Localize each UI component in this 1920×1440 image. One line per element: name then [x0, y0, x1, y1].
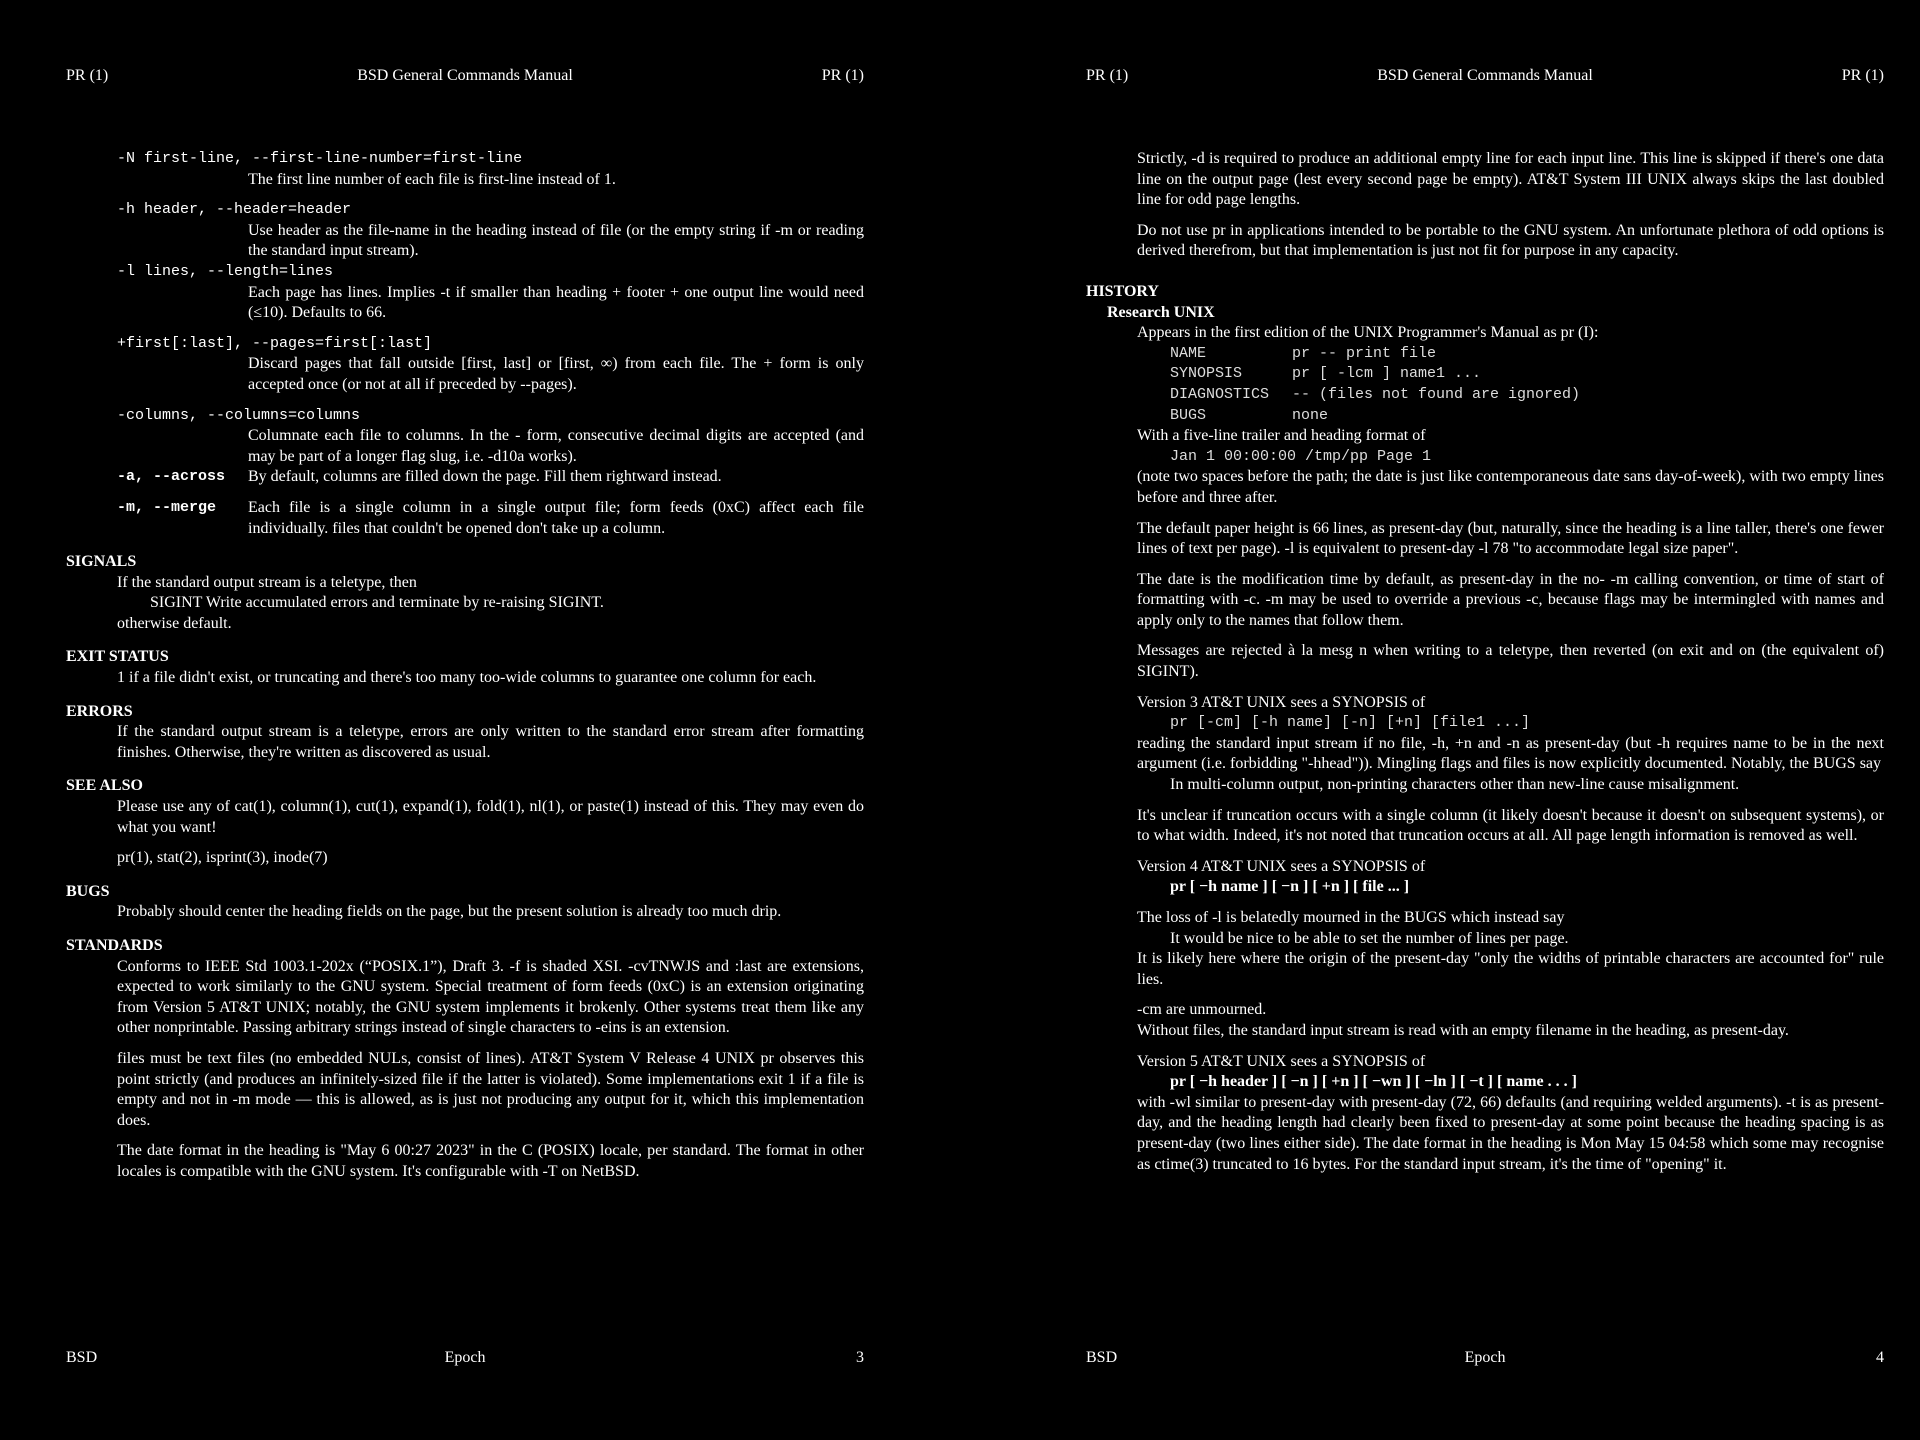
- option-a-description: By default, columns are filled down the page. Fill them rightward instead.: [248, 468, 722, 486]
- table-row: [1170, 344, 1580, 365]
- table-row: [1170, 385, 1580, 406]
- table-value: pr [ -lcm ] name1 ...: [1292, 365, 1482, 383]
- option-pages-description: Discard pages that fall outside [first, last] or [first, ∞) from each file. The + form is only accepted once (or not at all if preceded by --pages).: [248, 355, 864, 393]
- history-paper-height: The default paper height is 66 lines, as present-day (but, naturally, since the heading is a line taller, there's one fewer lines of text per page). -l is equivalent to present-day -l 78 "to accommodate legal size paper".: [1137, 519, 1884, 558]
- history-v1-note: (note two spaces before the path; the date is just like contemporaneous date sans day-of-week), with two empty lines before and three after.: [1137, 468, 1884, 506]
- option-h-heading: -h header, --header=header: [117, 201, 352, 219]
- page-footer: [1086, 1348, 1884, 1370]
- section-history-title: HISTORY: [1086, 282, 1159, 300]
- history-v4-after: It is likely here where the origin of the present-day "only the widths of printable characters are accounted for" rule lies.: [1137, 950, 1884, 988]
- table-key: SYNOPSIS: [1170, 365, 1243, 383]
- footer-left: BSD: [66, 1349, 98, 1366]
- see-also-p1: Please use any of cat(1), column(1), cut(1), expand(1), fold(1), nl(1), or paste(1) instead of this. They may even do what you want!: [117, 798, 864, 836]
- section-standards-title: STANDARDS: [66, 937, 163, 954]
- page-footer: [66, 1348, 864, 1370]
- section-see-also-title: SEE ALSO: [66, 777, 143, 795]
- history-subtitle: Research UNIX: [1107, 303, 1215, 321]
- standards-p2: files must be text files (no embedded NULs, consist of lines). AT&T System V Release 4 UNIX pr observes this point strictly (and produces an infinitely-sized file if the latter is violated). Some implementations exit 1 if a file is empty and not in -m mode — this is allowed, as is just not producing any output for it, which this implementation does.: [117, 1049, 864, 1129]
- history-v3-bug: In multi-column output, non-printing characters other than new-line cause misalignment.: [1170, 776, 1740, 794]
- table-key: NAME: [1170, 344, 1207, 362]
- option-m-tag: -m, --merge: [117, 498, 217, 516]
- history-v4-synopsis: pr [ −h name ] [ −n ] [ +n ] [ file ... ]: [1170, 878, 1410, 896]
- footer-center: Epoch: [1464, 1349, 1506, 1366]
- section-errors-title: ERRORS: [66, 702, 133, 720]
- option-columns-heading: -columns, --columns=columns: [117, 406, 361, 424]
- table-row: [1170, 364, 1580, 385]
- option-m-row: [117, 498, 864, 539]
- footer-center: Epoch: [444, 1349, 486, 1366]
- history-cm-line: -cm are unmourned.: [1137, 1001, 1267, 1019]
- history-v4-bug: It would be nice to be able to set the number of lines per page.: [1170, 929, 1569, 947]
- section-signals-title: SIGNALS: [66, 553, 137, 571]
- footer-page-number: 3: [856, 1349, 864, 1366]
- section-exit-status-title: EXIT STATUS: [66, 648, 169, 666]
- history-date: The date is the modification time by default, as present-day in the no- -m calling convention, or time of start of formatting with -c. -m may be used to override a previous -c, because flags may be intermingled with names and apply only to the names that follow them.: [1137, 570, 1884, 629]
- history-v1-trailer: With a five-line trailer and heading format of: [1137, 427, 1426, 445]
- option-a-row: [117, 467, 864, 488]
- header-left: PR (1): [1086, 67, 1129, 84]
- footer-left: BSD: [1086, 1349, 1118, 1366]
- option-a-tag: -a, --across: [117, 468, 226, 486]
- history-v4-intro: Version 4 AT&T UNIX sees a SYNOPSIS of: [1137, 857, 1426, 875]
- page-body: [1086, 149, 1884, 1175]
- see-also-p2: pr(1), stat(2), isprint(3), inode(7): [117, 849, 328, 867]
- page-header: [1086, 66, 1884, 88]
- page-header: [66, 66, 864, 88]
- footer-page-number: 4: [1876, 1349, 1884, 1366]
- option-h-description: Use header as the file-name in the heading instead of file (or the empty string if -m or reading the standard input stream).: [248, 221, 864, 260]
- header-right: PR (1): [1841, 67, 1884, 84]
- history-v1-heading-format: Jan 1 00:00:00 /tmp/pp Page 1: [1170, 447, 1432, 465]
- history-v4-loss: The loss of -l is belatedly mourned in the BUGS which instead say: [1137, 909, 1565, 926]
- history-v3-intro: Version 3 AT&T UNIX sees a SYNOPSIS of: [1137, 693, 1426, 711]
- table-key: BUGS: [1170, 406, 1207, 424]
- option-pages-heading: +first[:last], --pages=first[:last]: [117, 334, 433, 352]
- history-v1-intro: Appears in the first edition of the UNIX Programmer's Manual as pr (I):: [1137, 324, 1599, 342]
- section-bugs-title: BUGS: [66, 882, 110, 900]
- signals-intro: If the standard output stream is a teletype, then: [117, 573, 417, 591]
- option-N-heading: -N first-line, --first-line-number=first-line: [117, 150, 523, 167]
- bugs-text: Probably should center the heading fields on the page, but the present solution is already too much drip.: [117, 903, 782, 921]
- errors-text: If the standard output stream is a teletype, errors are only written to the standard error stream after formatting finishes. Otherwise, they're written as discovered as usual.: [117, 723, 864, 761]
- header-left: PR (1): [66, 67, 109, 84]
- exit-status-text: 1 if a file didn't exist, or truncating and there's too many too-wide columns to guarantee one column for each.: [117, 669, 817, 687]
- history-v5-text: with -wl similar to present-day with present-day (72, 66) defaults (and requiring welded arguments). -t is as present-day, and the heading length had clearly been fixed to present-day at some point because the heading spacing is as present-day (two lines either side). The date format in the heading is Mon May 15 04:58 which some may recognise as ctime(3) truncated to 16 bytes. For the standard input stream, it's the time of "opening" it.: [1137, 1093, 1884, 1173]
- history-v5-intro: Version 5 AT&T UNIX sees a SYNOPSIS of: [1137, 1052, 1426, 1070]
- standards-p1: Conforms to IEEE Std 1003.1-202x (“POSIX.1”), Draft 3. -f is shaded XSI. -cvTNWJS and :last are extensions, expected to work similarly to the GNU system. Special treatment of form feeds (0xC) is an extension originating from Version 5 AT&T UNIX; notably, the GNU system implements it brokenly. Other systems treat them like any other nonprintable. Passing arbitrary strings instead of single characters to -eins is an extension.: [117, 957, 864, 1037]
- signals-outro: otherwise default.: [117, 614, 232, 632]
- history-v3-text: reading the standard input stream if no file, -h, +n and -n as present-day (but -h requires name to be in the next argument (i.e. forbidding "-hhead")). Mingling flags and files is now explicitly documented. Notably, the BUGS say: [1137, 734, 1884, 773]
- table-value: pr -- print file: [1292, 344, 1437, 362]
- table-value: -- (files not found are ignored): [1292, 385, 1581, 403]
- manual-page-3: [0, 0, 880, 1440]
- option-l-heading: -l lines, --length=lines: [117, 262, 334, 280]
- table-row: [1170, 406, 1580, 427]
- manual-page-4: [1020, 0, 1900, 1440]
- standards-p3: The date format in the heading is "May 6 00:27 2023" in the C (POSIX) locale, per standard. The format in other locales is compatible with the GNU system. It's configurable with -T on NetBSD.: [117, 1142, 864, 1180]
- history-v1-table: [1170, 344, 1580, 426]
- table-key: DIAGNOSTICS: [1170, 385, 1270, 403]
- history-v3-synopsis: pr [-cm] [-h name] [-n] [+n] [file1 ...]: [1170, 714, 1531, 732]
- continued-p1: Strictly, -d is required to produce an additional empty line for each input line. This line is skipped if there's one data line on the output page (lest every second page be empty). AT&T System III UNIX always skips the last doubled line for odd page lengths.: [1137, 150, 1884, 209]
- continued-p2: Do not use pr in applications intended to be portable to the GNU system. An unfortunate plethora of odd options is derived therefrom, but that implementation is just not fit for purpose in any capacity.: [1137, 221, 1884, 260]
- option-N-description: The first line number of each file is first-line instead of 1.: [248, 170, 616, 188]
- header-right: PR (1): [821, 67, 864, 84]
- page-body: [66, 149, 864, 1183]
- history-unclear: It's unclear if truncation occurs with a single column (it likely doesn't because it doesn't on subsequent systems), or to what width. Indeed, it's not noted that truncation occurs at all. All page length information is removed as well.: [1137, 806, 1884, 845]
- header-center: BSD General Commands Manual: [357, 67, 573, 84]
- signals-sigint: SIGINT Write accumulated errors and terminate by re-raising SIGINT.: [150, 594, 604, 612]
- table-value: none: [1292, 406, 1329, 424]
- option-m-description: Each file is a single column in a single output file; form feeds (0xC) affect each file individually. files that couldn't be opened don't take up a column.: [248, 498, 864, 537]
- header-center: BSD General Commands Manual: [1377, 67, 1593, 84]
- history-files-line: Without files, the standard input stream is read with an empty filename in the heading, as present-day.: [1137, 1021, 1789, 1039]
- history-mesg: Messages are rejected à la mesg n when writing to a teletype, then reverted (on exit and on (the equivalent of) SIGINT).: [1137, 642, 1884, 681]
- option-l-description: Each page has lines. Implies -t if smaller than heading + footer + one output line would need (≤10). Defaults to 66.: [248, 283, 864, 322]
- history-v5-synopsis: pr [ −h header ] [ −n ] [ +n ] [ −wn ] [ −ln ] [ −t ] [ name . . . ]: [1170, 1073, 1577, 1091]
- option-columns-description: Columnate each file to columns. In the - form, consecutive decimal digits are accepted (and may be part of a longer flag slug, i.e. -d10a works).: [248, 427, 864, 465]
